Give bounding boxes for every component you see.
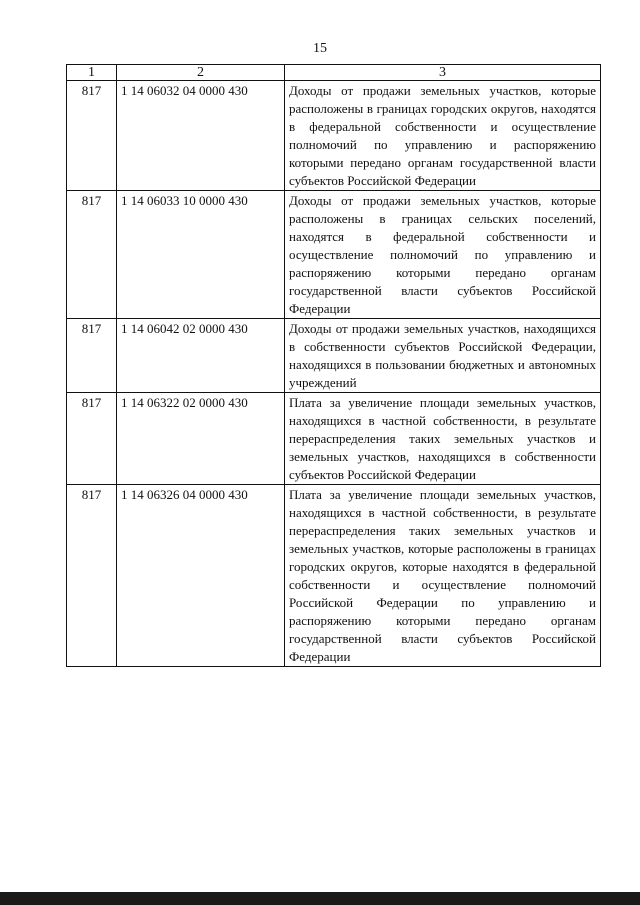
scan-bottom-edge <box>0 892 640 905</box>
admin-code-cell: 817 <box>67 319 117 393</box>
revenue-code-cell: 1 14 06032 04 0000 430 <box>117 81 285 191</box>
revenue-codes-table <box>66 64 601 667</box>
column-header-admin: 1 <box>67 65 117 81</box>
column-header-code: 2 <box>117 65 285 81</box>
admin-code-cell: 817 <box>67 81 117 191</box>
revenue-code-cell: 1 14 06033 10 0000 430 <box>117 191 285 319</box>
table-row <box>67 393 601 485</box>
table-row <box>67 81 601 191</box>
description-cell: Доходы от продажи земельных участков, которые расположены в границах сельских поселений, находятся в федеральной собственности и осуществление полномочий по управлению и распоряжению которыми передано органам государственной власти субъектов Российской Федерации <box>285 191 601 319</box>
revenue-code-cell: 1 14 06322 02 0000 430 <box>117 393 285 485</box>
description-cell: Плата за увеличение площади земельных участков, находящихся в частной собственности, в результате перераспределения таких земельных участков и земельных участков, которые расположены в границах городских округов, которые находятся в федеральной собственности и осуществление полномочий Российской Федерации по управлению и распоряжению которыми передано органам государственной власти субъектов Российской Федерации <box>285 485 601 667</box>
admin-code-cell: 817 <box>67 393 117 485</box>
description-cell: Плата за увеличение площади земельных участков, находящихся в частной собственности, в результате перераспределения таких земельных участков и земельных участков, находящихся в собственности субъектов Российской Федерации <box>285 393 601 485</box>
table-row <box>67 485 601 667</box>
admin-code-cell: 817 <box>67 191 117 319</box>
page-number: 15 <box>313 41 327 56</box>
description-cell: Доходы от продажи земельных участков, которые расположены в границах городских округов, находятся в федеральной собственности и осуществление полномочий по управлению и распоряжению которыми передано органам государственной власти субъектов Российской Федерации <box>285 81 601 191</box>
table-header-row <box>67 65 601 81</box>
description-cell: Доходы от продажи земельных участков, находящихся в собственности субъектов Российской Федерации, находящихся в пользовании бюджетных и автономных учреждений <box>285 319 601 393</box>
revenue-code-cell: 1 14 06042 02 0000 430 <box>117 319 285 393</box>
admin-code-cell: 817 <box>67 485 117 667</box>
table-row <box>67 319 601 393</box>
table-row <box>67 191 601 319</box>
column-header-description: 3 <box>285 65 601 81</box>
revenue-code-cell: 1 14 06326 04 0000 430 <box>117 485 285 667</box>
